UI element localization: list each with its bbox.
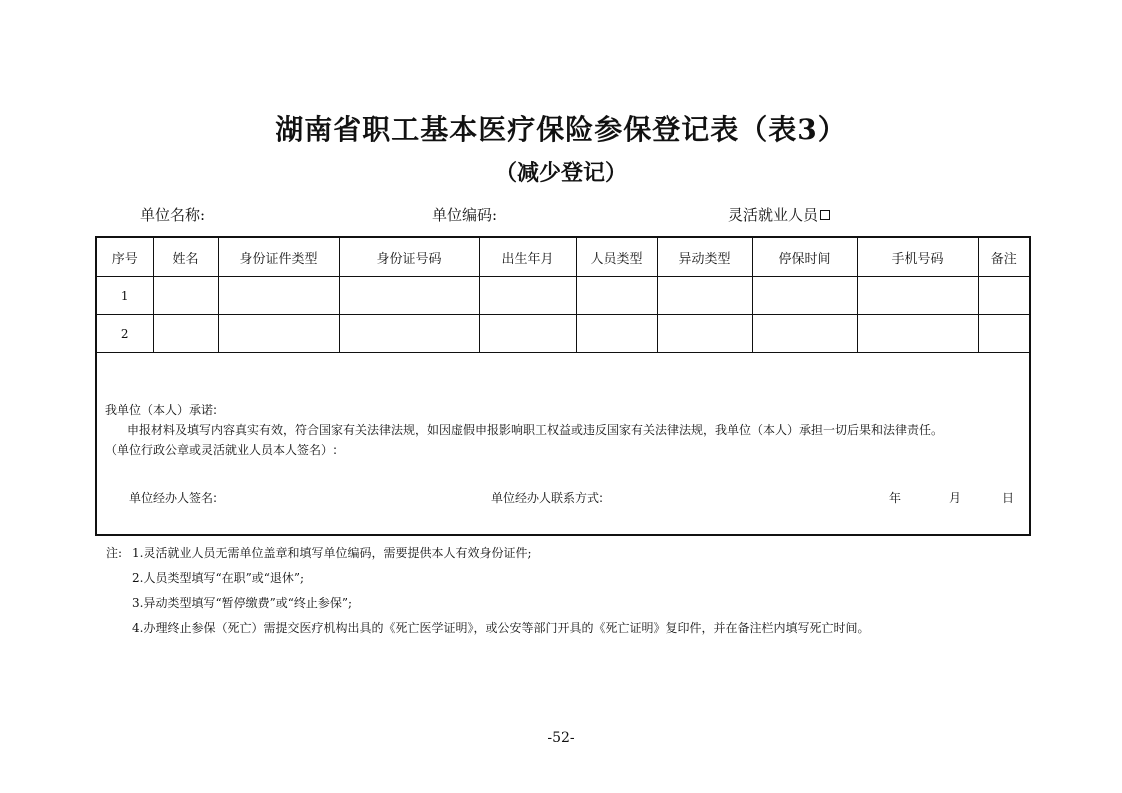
stop-time-cell[interactable] (752, 315, 857, 353)
birth-date-cell[interactable] (479, 277, 576, 315)
agent-contact-label: 单位经办人联系方式: (491, 491, 604, 505)
pledge-sign-note: （单位行政公章或灵活就业人员本人签名）: (105, 443, 338, 457)
header-remarks: 备注 (978, 237, 1030, 277)
phone-cell[interactable] (857, 277, 978, 315)
registration-table (95, 236, 1031, 536)
flexible-employment-label: 灵活就业人员 (728, 206, 819, 224)
header-birth-date: 出生年月 (479, 237, 576, 277)
row-index: 1 (96, 277, 153, 315)
change-type-cell[interactable] (657, 277, 752, 315)
checkbox-icon[interactable] (820, 210, 830, 220)
note-item: 2.人员类型填写“在职”或“退休”; (132, 571, 305, 585)
name-cell[interactable] (153, 277, 218, 315)
birth-date-cell[interactable] (479, 315, 576, 353)
notes-prefix: 注: (106, 546, 123, 560)
stop-time-cell[interactable] (752, 277, 857, 315)
id-number-cell[interactable] (339, 315, 479, 353)
header-name: 姓名 (153, 237, 218, 277)
header-change-type: 异动类型 (657, 237, 752, 277)
note-item: 1.灵活就业人员无需单位盖章和填写单位编码，需要提供本人有效身份证件; (132, 546, 532, 560)
person-type-cell[interactable] (576, 277, 657, 315)
form-subtitle: （减少登记） (494, 160, 627, 186)
header-id-number: 身份证号码 (339, 237, 479, 277)
name-cell[interactable] (153, 315, 218, 353)
id-type-cell[interactable] (218, 277, 339, 315)
person-type-cell[interactable] (576, 315, 657, 353)
row-index: 2 (96, 315, 153, 353)
id-number-cell[interactable] (339, 277, 479, 315)
table-header-row (96, 237, 1030, 277)
day-label: 日 (1002, 491, 1015, 505)
table-row (96, 315, 1030, 353)
header-id-type: 身份证件类型 (218, 237, 339, 277)
year-label: 年 (889, 491, 902, 505)
unit-code-label: 单位编码: (432, 206, 498, 224)
note-item: 4.办理终止参保（死亡）需提交医疗机构出具的《死亡医学证明》，或公安等部门开具的《死亡证明》复印件，并在备注栏内填写死亡时间。 (132, 621, 870, 635)
flexible-employment-field (728, 204, 830, 225)
pledge-body: 申报材料及填写内容真实有效，符合国家有关法律法规，如因虚假申报影响职工权益或违反国家有关法律法规，我单位（本人）承担一切后果和法律责任。 (127, 423, 944, 437)
table-row (96, 277, 1030, 315)
remarks-cell[interactable] (978, 277, 1030, 315)
form-title: 湖南省职工基本医疗保险参保登记表（表3） (275, 113, 847, 146)
header-stop-time: 停保时间 (752, 237, 857, 277)
header-index: 序号 (96, 237, 153, 277)
agent-signature-label: 单位经办人签名: (129, 491, 218, 505)
id-type-cell[interactable] (218, 315, 339, 353)
header-phone: 手机号码 (857, 237, 978, 277)
remarks-cell[interactable] (978, 315, 1030, 353)
page-number: -52- (547, 730, 575, 746)
pledge-row (96, 353, 1030, 536)
pledge-cell (96, 353, 1030, 536)
month-label: 月 (949, 491, 962, 505)
header-person-type: 人员类型 (576, 237, 657, 277)
note-item: 3.异动类型填写“暂停缴费”或“终止参保”; (132, 596, 353, 610)
phone-cell[interactable] (857, 315, 978, 353)
change-type-cell[interactable] (657, 315, 752, 353)
pledge-title: 我单位（本人）承诺: (105, 403, 218, 417)
unit-name-label: 单位名称: (140, 206, 206, 224)
